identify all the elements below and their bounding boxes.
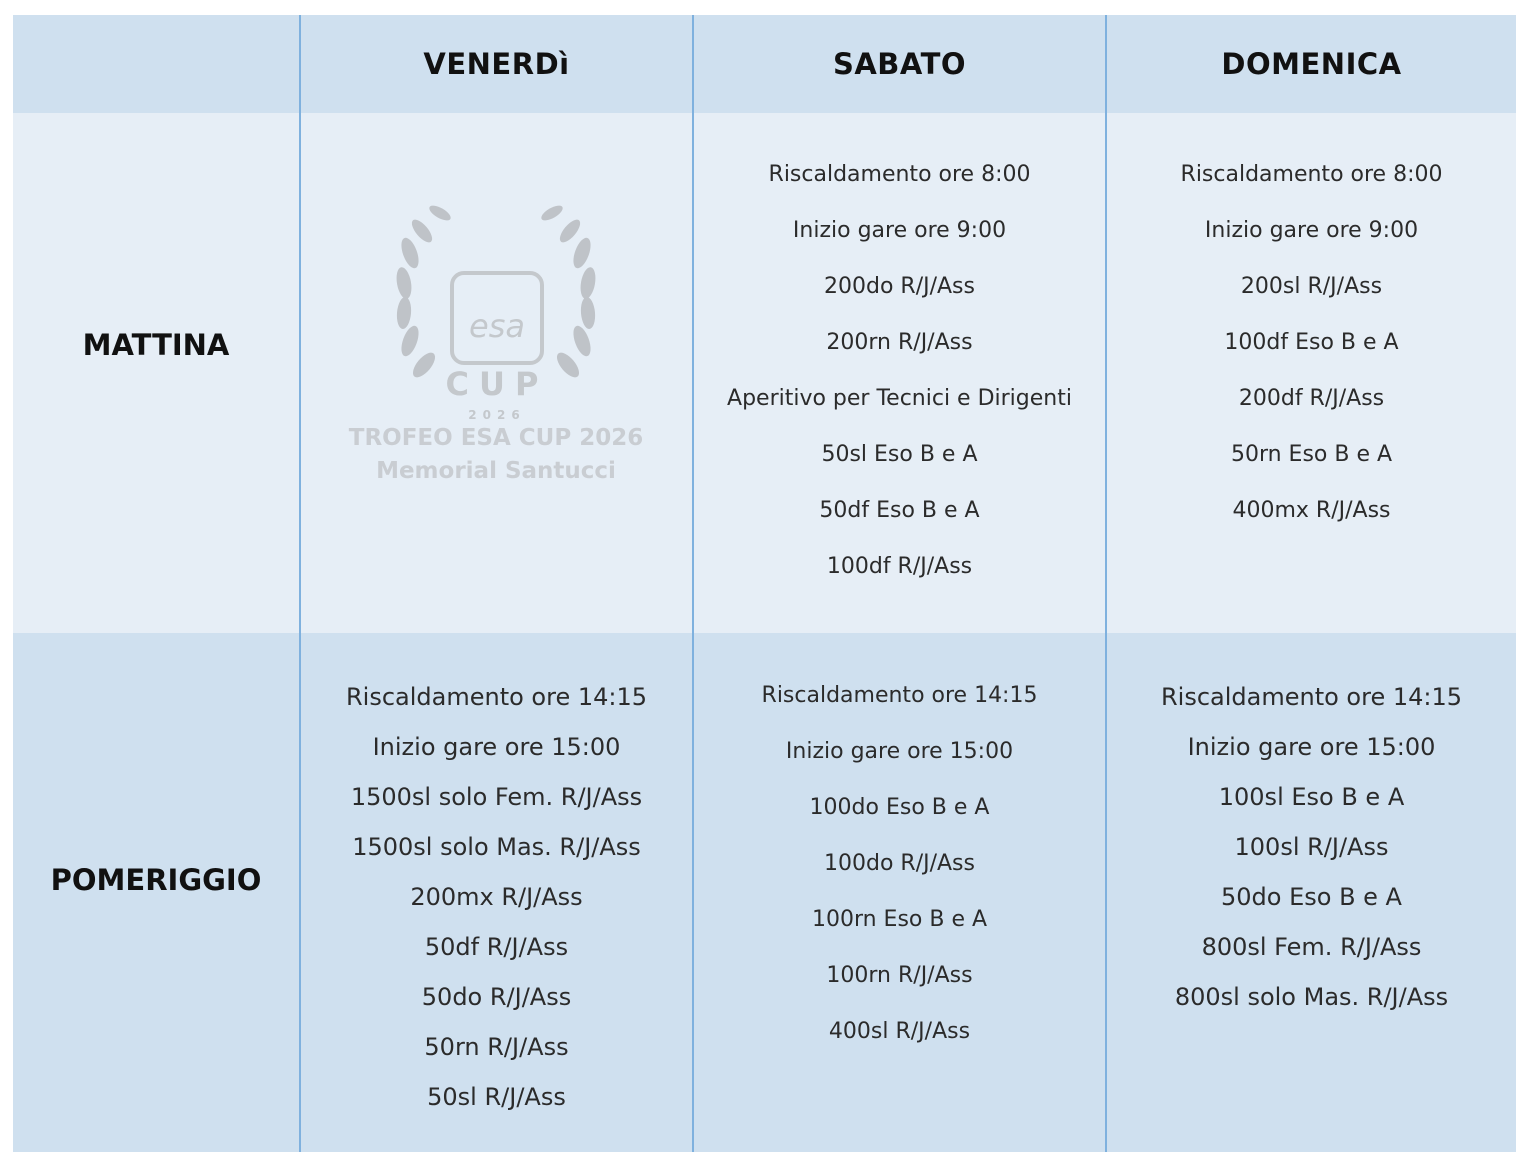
list-item: 200mx R/J/Ass	[410, 883, 583, 911]
list-item: 1500sl solo Mas. R/J/Ass	[352, 833, 641, 861]
logo-caption-subtitle: Memorial Santucci	[376, 458, 616, 484]
saturday-morning-list	[694, 147, 1105, 595]
list-item: 50sl R/J/Ass	[427, 1083, 566, 1111]
list-item: 800sl solo Mas. R/J/Ass	[1174, 983, 1449, 1011]
saturday-afternoon-list	[694, 668, 1105, 1060]
laurel-wreath-logo-icon	[300, 113, 692, 423]
header-sunday: DOMENICA	[1221, 47, 1402, 81]
list-item: 50rn Eso B e A	[1230, 442, 1393, 467]
list-item: 100rn R/J/Ass	[826, 963, 973, 988]
list-item: 200do R/J/Ass	[824, 274, 975, 299]
row-label-afternoon: POMERIGGIO	[50, 863, 262, 897]
sunday-morning-list	[1107, 147, 1516, 539]
list-item: Riscaldamento ore 14:15	[1160, 683, 1463, 711]
logo-cup-text: CUP	[445, 365, 549, 403]
schedule-table	[13, 15, 1516, 1152]
list-item: 100rn Eso B e A	[811, 907, 988, 932]
list-item: Inizio gare ore 15:00	[785, 739, 1014, 764]
sunday-afternoon-list	[1107, 672, 1516, 1022]
list-item: Riscaldamento ore 8:00	[1180, 162, 1443, 187]
header-saturday: SABATO	[832, 47, 967, 81]
list-item: 100do Eso B e A	[809, 795, 990, 820]
list-item: 200df R/J/Ass	[1238, 386, 1385, 411]
list-item: Inizio gare ore 9:00	[792, 218, 1007, 243]
logo-caption-title: TROFEO ESA CUP 2026	[348, 425, 644, 451]
list-item: 100sl Eso B e A	[1218, 783, 1405, 811]
list-item: 50rn R/J/Ass	[424, 1033, 569, 1061]
list-item: Riscaldamento ore 14:15	[345, 683, 648, 711]
friday-afternoon-list	[301, 672, 692, 1122]
list-item: Inizio gare ore 9:00	[1204, 218, 1419, 243]
list-item: 400sl R/J/Ass	[828, 1019, 971, 1044]
header-corner	[13, 15, 299, 113]
list-item: 200rn R/J/Ass	[826, 330, 973, 355]
list-item: 200sl R/J/Ass	[1240, 274, 1383, 299]
logo-year-text: 2026	[468, 408, 526, 422]
row-label-morning: MATTINA	[82, 328, 230, 362]
list-item: Inizio gare ore 15:00	[1187, 733, 1436, 761]
list-item: Riscaldamento ore 14:15	[761, 683, 1038, 708]
list-item: Inizio gare ore 15:00	[372, 733, 621, 761]
list-item: 400mx R/J/Ass	[1232, 498, 1391, 523]
logo-brand-text: esa	[469, 307, 525, 345]
list-item: 800sl Fem. R/J/Ass	[1201, 933, 1422, 961]
list-item: Riscaldamento ore 8:00	[768, 162, 1031, 187]
list-item: 50do Eso B e A	[1221, 883, 1402, 911]
list-item: 50df R/J/Ass	[424, 933, 569, 961]
list-item: 100do R/J/Ass	[824, 851, 975, 876]
list-item: 100df R/J/Ass	[826, 554, 973, 579]
list-item: 100sl R/J/Ass	[1234, 833, 1389, 861]
list-item: 100df Eso B e A	[1224, 330, 1399, 355]
list-item: 50df Eso B e A	[819, 498, 980, 523]
header-friday: VENERDì	[423, 47, 570, 81]
list-item: Aperitivo per Tecnici e Dirigenti	[727, 386, 1072, 411]
list-item: 50do R/J/Ass	[421, 983, 572, 1011]
list-item: 50sl Eso B e A	[821, 442, 978, 467]
list-item: 1500sl solo Fem. R/J/Ass	[350, 783, 643, 811]
esa-cup-logo	[300, 113, 692, 633]
